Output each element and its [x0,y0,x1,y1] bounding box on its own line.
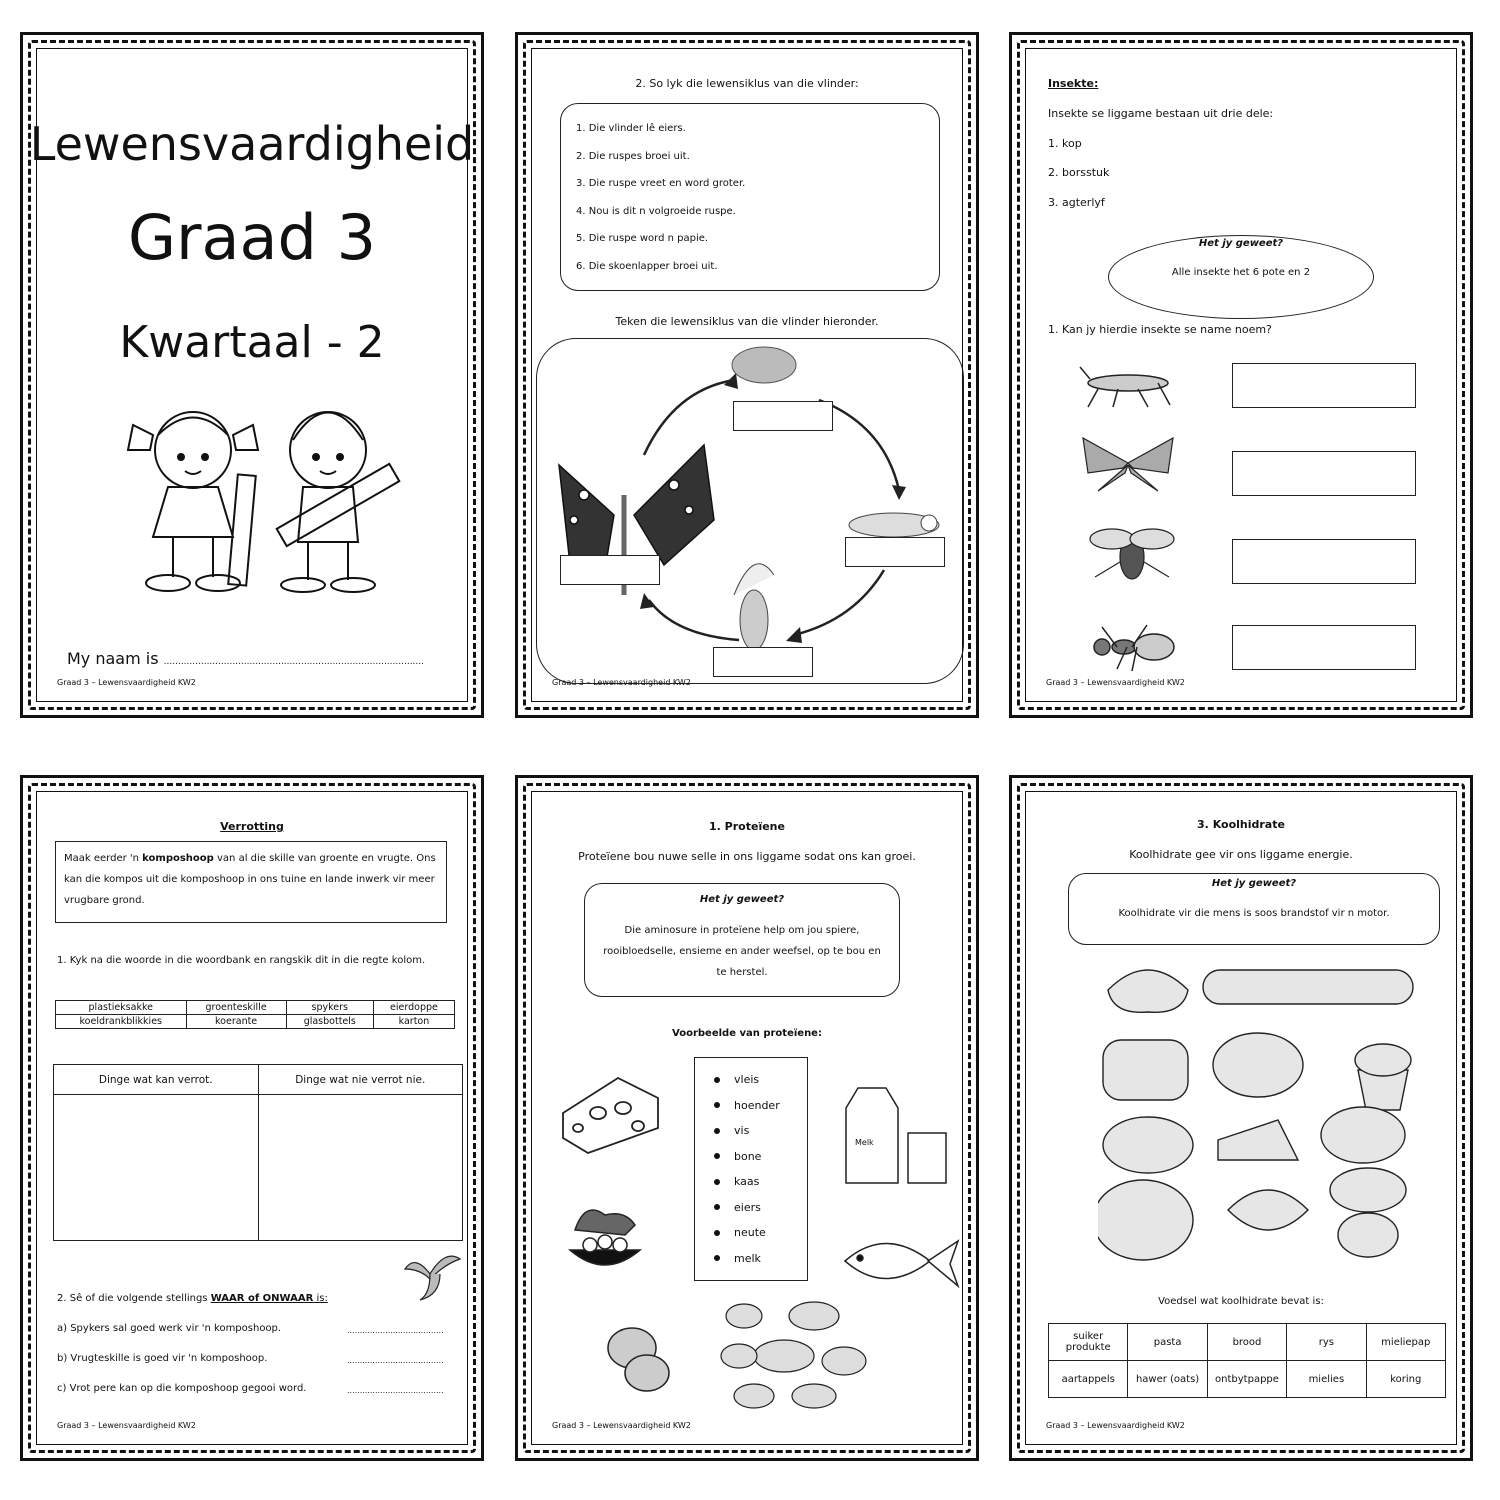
decay-heading: Verrotting [220,820,284,833]
butterfly-icon [1078,433,1178,493]
protein-example-item: vleis [714,1067,780,1093]
compost-intro-box [55,841,447,923]
answer-line[interactable]: ...................................... [347,1386,444,1395]
examples-box [694,1057,808,1281]
stage-answer-box[interactable] [560,555,660,585]
statement-item: a) Spykers sal goed werk vir 'n komposhoop. [57,1323,282,1334]
did-you-know-text: Koolhidrate vir die mens is soos brandstof vir n motor. [1118,908,1390,919]
cover-grade: Graad 3 [127,201,377,274]
protein-intro: Proteïene bou nuwe selle in ons liggame sodat ons kan groei. [578,850,916,863]
column-header-not-rot: Dinge wat nie verrot nie. [258,1065,463,1095]
compost-intro-pre: Maak eerder 'n [64,853,143,864]
carbs-foods-row [1049,1324,1446,1361]
page-footer: Graad 3 – Lewensvaardigheid KW2 [552,678,691,687]
insects-question: 1. Kan jy hierdie insekte se name noem? [1048,323,1272,336]
step-item: 3. Die ruspe vreet en word groter. [576,178,746,190]
insect-name-box[interactable] [1232,451,1416,496]
carbs-heading: 3. Koolhidrate [1197,818,1285,831]
carbs-food-cell: koring [1366,1361,1445,1398]
protein-example-item: melk [714,1246,780,1272]
nuts-icon [602,1318,682,1398]
children-illustration [123,395,413,595]
stage-answer-box[interactable] [733,401,833,431]
carbs-food-cell: ontbytpappe [1207,1361,1286,1398]
sort-cell-not-rot[interactable] [258,1095,463,1241]
did-you-know-oval [1108,235,1374,319]
protein-example-item: hoender [714,1093,780,1119]
carbs-foods-table [1048,1323,1446,1398]
word-bank-word: eierdoppe [373,1001,454,1015]
cover-title: Lewensvaardigheid [29,117,475,171]
protein-example-item: bone [714,1144,780,1170]
word-bank-word: koeldrankblikkies [56,1015,187,1029]
insect-part: 1. kop [1048,137,1082,150]
name-dots: ........................................................................................... [163,657,424,667]
word-bank-row [56,1015,455,1029]
word-bank-table [55,1000,455,1029]
page-footer: Graad 3 – Lewensvaardigheid KW2 [57,678,196,687]
carbs-food-cell: mielies [1287,1361,1366,1398]
carbs-foods-row [1049,1361,1446,1398]
step-item: 1. Die vlinder lê eiers. [576,123,686,134]
draw-instruction: Teken die lewensiklus van die vlinder hieronder. [615,315,879,328]
page-footer: Graad 3 – Lewensvaardigheid KW2 [57,1421,196,1430]
step-item: 5. Die ruspe word n papie. [576,233,709,245]
did-you-know-title: Het jy geweet? [1211,878,1297,889]
insects-page [1009,32,1473,718]
carbs-page [1009,775,1473,1461]
protein-example-item: eiers [714,1195,780,1221]
page-footer: Graad 3 – Lewensvaardigheid KW2 [1046,1421,1185,1430]
did-you-know-box [584,883,900,997]
cover-term: Kwartaal - 2 [119,317,385,368]
chicken-eggs-icon [560,1190,650,1280]
grasshopper-icon [1078,361,1178,411]
stage-answer-box[interactable] [845,537,945,567]
stage-answer-box[interactable] [713,647,813,677]
insect-name-box[interactable] [1232,363,1416,408]
compost-intro-post: van al die skille van groente en vrugte. Ons kan die kompos uit die komposhoop in ons tuine en lande inwerk vir meer vrugbare grond. [64,853,436,906]
protein-example-item: vis [714,1118,780,1144]
answer-line[interactable]: ...................................... [347,1326,444,1335]
fish-icon [840,1226,960,1301]
decay-question-1: 1. Kyk na die woorde in die woordbank en rangskik dit in die regte kolom. [57,955,426,966]
compost-term: komposhoop [142,853,214,864]
answer-line[interactable]: ...................................... [347,1356,444,1365]
step-item: 2. Die ruspes broei uit. [576,150,690,162]
statement-item: c) Vrot pere kan op die komposhoop gegooi word. [57,1383,307,1394]
column-header-rot: Dinge wat kan verrot. [54,1065,259,1095]
did-you-know-box [1068,873,1440,945]
word-bank-word: groenteskille [186,1001,286,1015]
milk-icon [838,1083,953,1193]
ant-icon [1082,617,1182,677]
name-line[interactable] [67,649,424,668]
bee-icon [1082,517,1182,587]
cheese-icon [558,1068,663,1158]
examples-heading: Voorbeelde van proteïene: [672,1028,822,1039]
life-cycle-diagram [554,345,954,675]
insect-name-box[interactable] [1232,539,1416,584]
step-item: 6. Die skoenlapper broei uit. [576,260,718,272]
foods-heading: Voedsel wat koolhidrate bevat is: [1158,1296,1324,1307]
name-label: My naam is [67,649,159,668]
protein-heading: 1. Proteïene [709,820,785,833]
word-bank-word: karton [373,1015,454,1029]
sort-table[interactable] [53,1064,463,1241]
q2-post: is: [313,1293,328,1304]
step-item: 4. Nou is dit n volgroeide ruspe. [576,205,736,217]
page-footer: Graad 3 – Lewensvaardigheid KW2 [552,1421,691,1430]
meat-icon [714,1296,874,1414]
protein-example-item: neute [714,1220,780,1246]
protein-page [515,775,979,1461]
bread-pastry-illustration [1098,960,1418,1270]
did-you-know-title: Het jy geweet? [1198,238,1284,249]
sort-cell-rot[interactable] [54,1095,259,1241]
insect-name-box[interactable] [1232,625,1416,670]
banana-peel-icon [395,1244,465,1302]
carbs-food-cell: pasta [1128,1324,1207,1361]
carbs-food-cell: rys [1287,1324,1366,1361]
carbs-food-cell: aartappels [1049,1361,1128,1398]
butterfly-page [515,32,979,718]
protein-example-item: kaas [714,1169,780,1195]
milk-label: Melk [855,1138,874,1147]
insect-part: 2. borsstuk [1048,166,1110,179]
q2-pre: 2. Sê of die volgende stellings [57,1293,211,1304]
butterfly-heading: 2. So lyk die lewensiklus van die vlinder: [635,77,859,90]
cover-page [20,32,484,718]
did-you-know-text: Die aminosure in proteïene help om jou spiere, rooibloedselle, ensieme en ander weefsel, op te bou en te herstel. [603,925,881,978]
decay-question-2 [57,1293,328,1304]
did-you-know-title: Het jy geweet? [699,894,785,905]
steps-box [560,103,940,291]
decay-page [20,775,484,1461]
word-bank-word: spykers [286,1001,373,1015]
carbs-food-cell: suiker produkte [1049,1324,1128,1361]
carbs-food-cell: hawer (oats) [1128,1361,1207,1398]
protein-examples-list [714,1067,780,1271]
insects-intro: Insekte se liggame bestaan uit drie dele: [1048,107,1274,120]
statement-item: b) Vrugteskille is goed vir 'n komposhoop. [57,1353,268,1364]
word-bank-word: plastieksakke [56,1001,187,1015]
steps-list [576,115,745,281]
carbs-food-cell: mieliepap [1366,1324,1445,1361]
life-cycle-frame [536,338,964,684]
insects-heading: Insekte: [1048,77,1099,90]
insect-part: 3. agterlyf [1048,196,1105,209]
carbs-intro: Koolhidrate gee vir ons liggame energie. [1129,848,1353,861]
q2-emphasis-wrap [211,1293,328,1304]
carbs-food-cell: brood [1207,1324,1286,1361]
page-footer: Graad 3 – Lewensvaardigheid KW2 [1046,678,1185,687]
did-you-know-text: Alle insekte het 6 pote en 2 [1171,267,1311,278]
word-bank-row [56,1001,455,1015]
word-bank-word: glasbottels [286,1015,373,1029]
word-bank-word: koerante [186,1015,286,1029]
q2-bold: WAAR of ONWAAR [210,1293,314,1304]
